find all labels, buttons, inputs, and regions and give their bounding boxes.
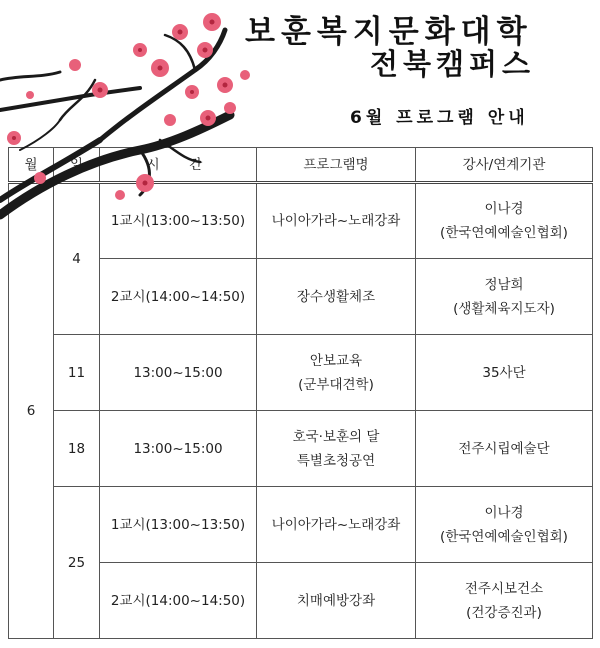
program-cell: 장수생활체조 (257, 259, 416, 335)
instructor-name: 전주시보건소 (464, 580, 544, 597)
header-time: 시 간 (100, 148, 257, 183)
table-row (9, 487, 593, 563)
program-cell (257, 335, 416, 411)
program-cell: 나이아가라~노래강좌 (257, 487, 416, 563)
day-cell: 4 (54, 183, 100, 335)
instructor-cell (416, 487, 593, 563)
time-cell: 13:00~15:00 (100, 335, 257, 411)
instructor-cell (416, 563, 593, 639)
header-program: 프로그램명 (257, 148, 416, 183)
time-cell: 2교시(14:00~14:50) (100, 259, 257, 335)
instructor-org: (건강증진과) (466, 604, 542, 621)
header-instructor: 강사/연계기관 (416, 148, 593, 183)
table-row (9, 411, 593, 487)
instructor-cell (416, 259, 593, 335)
program-cell: 나이아가라~노래강좌 (257, 183, 416, 259)
table-row (9, 183, 593, 259)
day-cell: 18 (54, 411, 100, 487)
program-title: 안보교육 (309, 352, 363, 369)
month-cell: 6 (9, 183, 54, 639)
day-cell: 25 (54, 487, 100, 639)
instructor-org: (생활체육지도자) (453, 300, 555, 317)
subtitle: 6월 프로그램 안내 (350, 108, 529, 128)
program-cell: 치매예방강좌 (257, 563, 416, 639)
header-day: 일 (54, 148, 100, 183)
instructor-cell: 35사단 (416, 335, 593, 411)
time-cell: 1교시(13:00~13:50) (100, 487, 257, 563)
header-month: 월 (9, 148, 54, 183)
instructor-cell (416, 183, 593, 259)
instructor-org: (한국연예예술인협회) (440, 225, 568, 241)
program-title: 호국·보훈의 달 (292, 428, 380, 445)
day-cell: 11 (54, 335, 100, 411)
instructor-name: 이나경 (484, 201, 524, 217)
instructor-name: 이나경 (484, 504, 524, 521)
time-cell: 2교시(14:00~14:50) (100, 563, 257, 639)
time-cell: 1교시(13:00~13:50) (100, 183, 257, 259)
title-line2: 전북캠퍼스 (370, 47, 536, 81)
table-header-row (9, 148, 593, 183)
instructor-name: 정남희 (484, 276, 524, 293)
instructor-org: (한국연예예술인협회) (440, 528, 568, 545)
instructor-cell: 전주시립예술단 (416, 411, 593, 487)
program-detail: 특별초청공연 (296, 452, 376, 469)
title-line1: 보훈복지문화대학 (245, 14, 533, 50)
program-cell (257, 411, 416, 487)
schedule-table (8, 147, 593, 639)
time-cell: 13:00~15:00 (100, 411, 257, 487)
program-detail: (군부대견학) (298, 376, 374, 393)
table-row (9, 335, 593, 411)
